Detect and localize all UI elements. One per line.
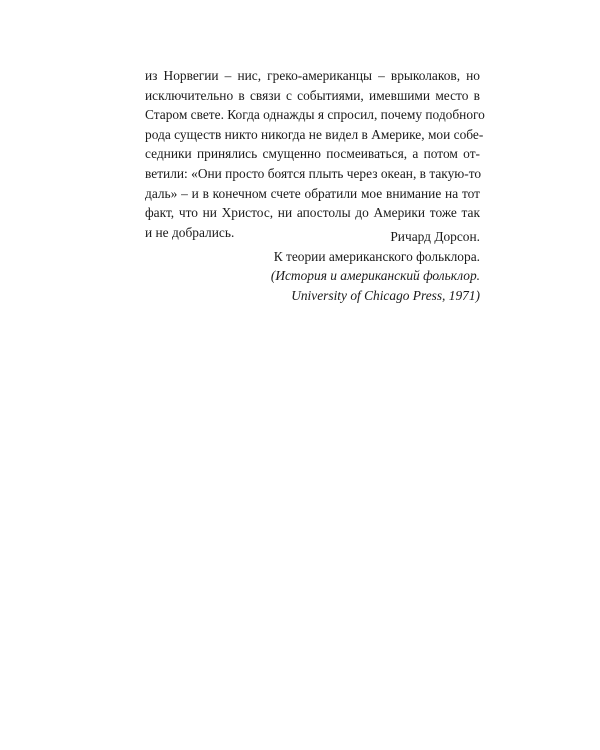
attribution-block (150, 227, 480, 305)
paragraph-line: ветили: «Они просто боятся плыть через океан, в такую-то (145, 165, 482, 181)
paragraph-line: рода существ никто никогда не видел в Америке, мои собе- (145, 126, 484, 142)
quote-paragraph (145, 66, 485, 242)
attribution-publisher: University of Chicago Press, 1971) (291, 287, 480, 303)
paragraph-line: исключительно в связи с событиями, имевшими место в (145, 87, 480, 103)
paragraph-line: седники принялись смущенно посмеиваться, а потом от- (145, 146, 480, 162)
attribution-source: (История и американский фольклор. (270, 268, 480, 284)
paragraph-line: даль» – и в конечном счете обратили мое внимание на тот (145, 185, 480, 201)
attribution-author: Ричард Дорсон. (390, 229, 480, 244)
paragraph-line: факт, что ни Христос, ни апостолы до Америки тоже так (145, 205, 480, 221)
paragraph-line: из Норвегии – нис, греко-американцы – врыколаков, но (145, 68, 480, 83)
paragraph-line: Старом свете. Когда однажды я спросил, почему подобного (145, 107, 485, 123)
paragraph-line: и не добрались. (145, 224, 235, 240)
attribution-work: К теории американского фольклора. (273, 248, 480, 264)
